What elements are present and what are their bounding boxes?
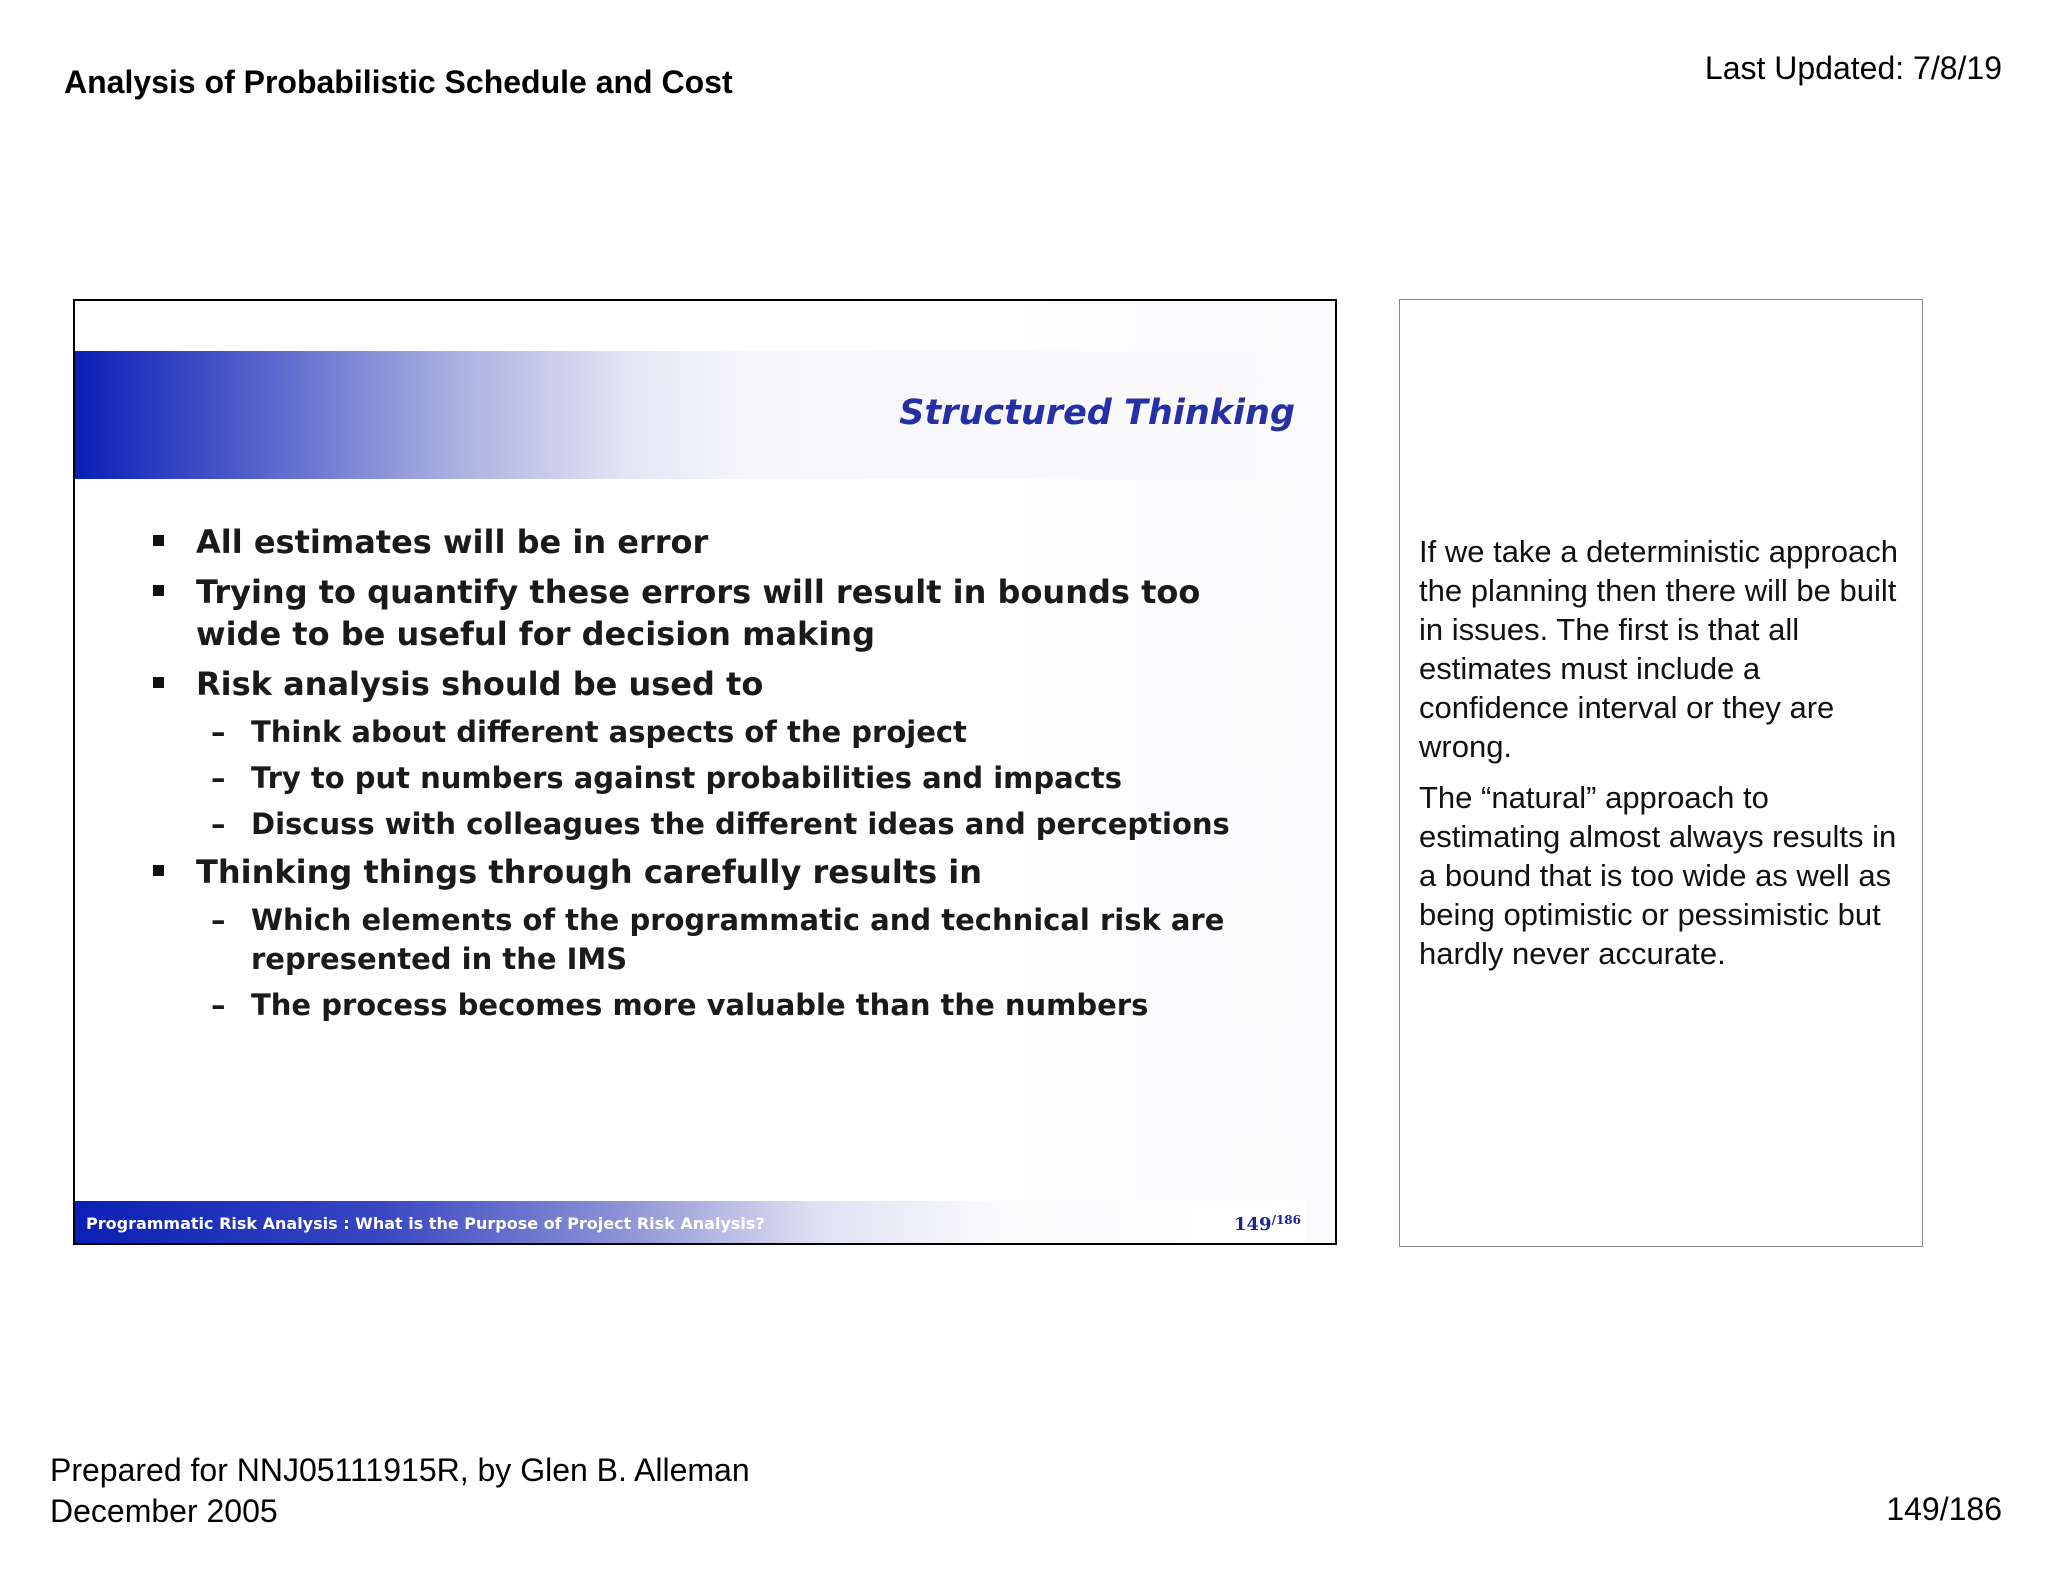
slide-bullet (151, 663, 1281, 705)
dash-bullet-icon: – (211, 715, 226, 749)
slide-page-number (1234, 1213, 1301, 1235)
slide-sub-bullet-text: Which elements of the programmatic and technical risk are represented in the IMS (251, 903, 1225, 976)
square-bullet-icon (153, 585, 164, 596)
slide-bullet-list (151, 521, 1281, 1032)
slide-sub-bullet-text: Try to put numbers against probabilities and impacts (251, 761, 1123, 795)
slide-title: Structured Thinking (899, 393, 1295, 433)
notes-panel (1399, 299, 1923, 1247)
slide-footer-text: Programmatic Risk Analysis : What is the Purpose of Project Risk Analysis? (86, 1214, 765, 1233)
slide-sub-bullet (151, 759, 1281, 798)
slide-page-total: /186 (1271, 1213, 1301, 1227)
last-updated: Last Updated: 7/8/19 (1704, 50, 2002, 86)
dash-bullet-icon: – (211, 988, 226, 1022)
notes-paragraph: If we take a deterministic approach the planning then there will be built in issues. The first is that all estimates must include a confidence interval or they are wrong. (1419, 534, 1899, 764)
dash-bullet-icon: – (211, 903, 226, 937)
slide-bullet-text: Risk analysis should be used to (196, 665, 764, 703)
slide-bullet (151, 851, 1281, 893)
prepared-for (50, 1450, 750, 1532)
dash-bullet-icon: – (211, 807, 226, 841)
square-bullet-icon (153, 865, 164, 876)
document-title: Analysis of Probabilistic Schedule and Cost (64, 64, 733, 100)
slide-bullet-text: Trying to quantify these errors will result in bounds too wide to be useful for decision making (196, 573, 1201, 653)
slide-sub-bullet (151, 805, 1281, 844)
slide-sub-bullet-text: Think about different aspects of the project (251, 715, 967, 749)
page-number: 149/186 (1886, 1491, 2002, 1527)
notes-paragraph: The “natural” approach to estimating almost always results in a bound that is too wide as well as being optimistic or pessimistic but hardly never accurate. (1419, 780, 1897, 971)
notes-text (1419, 532, 1909, 985)
dash-bullet-icon: – (211, 761, 226, 795)
prepared-date: December 2005 (50, 1493, 278, 1529)
slide-bullet (151, 571, 1281, 655)
square-bullet-icon (153, 677, 164, 688)
slide-bullet-text: All estimates will be in error (196, 523, 709, 561)
square-bullet-icon (153, 535, 164, 546)
slide-sub-bullet (151, 901, 1281, 979)
slide-sub-bullet (151, 713, 1281, 752)
slide-sub-bullet-text: The process becomes more valuable than the numbers (251, 988, 1149, 1022)
slide-page-current: 149 (1233, 1214, 1272, 1235)
slide-bullet-text: Thinking things through carefully results in (196, 853, 983, 891)
slide-sub-bullet-text: Discuss with colleagues the different ideas and perceptions (251, 807, 1230, 841)
slide-bullet (151, 521, 1281, 563)
slide-sub-bullet (151, 986, 1281, 1025)
prepared-for-line: Prepared for NNJ05111915R, by Glen B. Alleman (50, 1452, 750, 1488)
slide-thumbnail (73, 299, 1337, 1245)
